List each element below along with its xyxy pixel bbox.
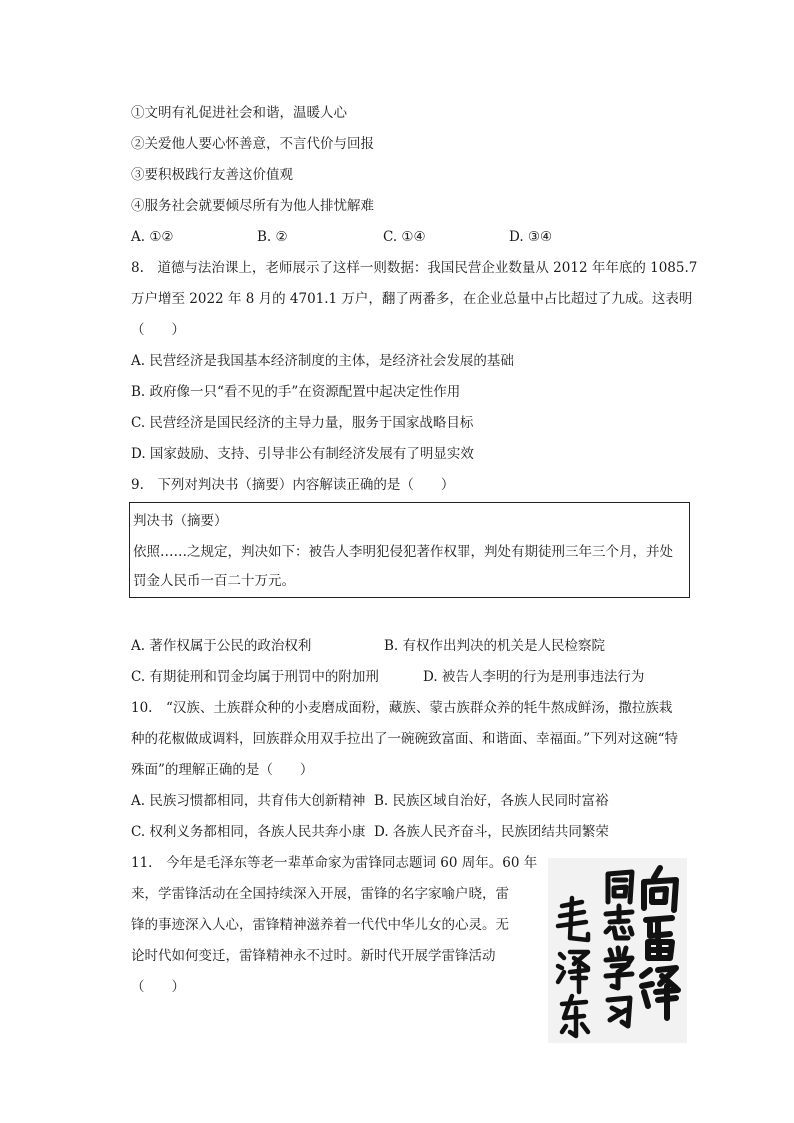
q11-stem-line-3: 锋的事迹深入人心，雷锋精神滋养着一代代中华儿女的心灵。无 — [131, 917, 509, 933]
q9-option-c: C. 有期徒刑和罚金均属于刑罚中的附加刑 — [131, 669, 379, 685]
q7-option-d: D. ③④ — [509, 229, 553, 245]
q7-option-b: B. ② — [257, 229, 288, 245]
q7-item-3: ③要积极践行友善这价值观 — [131, 167, 293, 183]
q8-stem-line-2: 万户增至 2022 年 8 月的 4701.1 万户，翻了两番多，在企业总量中占比超过了九成。这表明 — [131, 291, 693, 307]
q10-option-d: D. 各族人民齐奋斗，民族团结共同繁荣 — [374, 824, 609, 840]
calligraphy-strokes — [548, 858, 687, 1043]
q9-option-d: D. 被告人李明的行为是刑事违法行为 — [423, 669, 645, 685]
calligraphy-image — [548, 858, 687, 1043]
q9-option-b: B. 有权作出判决的机关是人民检察院 — [384, 638, 606, 654]
q9-stem: 9. 下列对判决书（摘要）内容解读正确的是（ ） — [131, 477, 455, 493]
q8-option-b: B. 政府像一只“看不见的手”在资源配置中起决定性作用 — [131, 384, 461, 400]
q8-option-c: C. 民营经济是国民经济的主导力量，服务于国家战略目标 — [131, 415, 474, 431]
q7-item-2: ②关爱他人要心怀善意，不言代价与回报 — [131, 136, 374, 152]
q11-answer-blank: （ ） — [131, 979, 185, 995]
q10-stem-line-1: 10. “汉族、土族群众种的小麦磨成面粉，藏族、蒙古族群众养的牦牛熬成鲜汤，撒拉族栽 — [131, 700, 673, 716]
q8-option-d: D. 国家鼓励、支持、引导非公有制经济发展有了明显实效 — [131, 446, 474, 462]
q7-item-1: ①文明有礼促进社会和谐，温暖人心 — [131, 105, 347, 121]
q11-stem-line-1: 11. 今年是毛泽东等老一辈革命家为雷锋同志题词 60 周年。60 年 — [131, 855, 538, 871]
q7-option-a: A. ①② — [131, 229, 174, 245]
q8-answer-blank: （ ） — [131, 322, 185, 338]
q7-item-4: ④服务社会就要倾尽所有为他人排忧解难 — [131, 198, 374, 214]
q10-option-c: C. 权利义务都相同，各族人民共奔小康 — [131, 824, 366, 840]
q8-option-a: A. 民营经济是我国基本经济制度的主体，是经济社会发展的基础 — [131, 353, 514, 369]
q10-stem-line-2: 种的花椒做成调料，回族群众用双手拉出了一碗碗致富面、和谐面、幸福面。”下列对这碗“特 — [131, 731, 679, 747]
q7-option-c: C. ①④ — [383, 229, 426, 245]
q8-stem-line-1: 8. 道德与法治课上，老师展示了这样一则数据：我国民营企业数量从 2012 年年底的 1085.7 — [131, 260, 698, 276]
q11-stem-line-2: 来，学雷锋活动在全国持续深入开展，雷锋的名字家喻户晓，雷 — [131, 886, 509, 902]
judgment-title: 判决书（摘要） — [133, 513, 228, 529]
judgment-line-1: 依照……之规定，判决如下：被告人李明犯侵犯著作权罪，判处有期徒刑三年三个月，并处 — [133, 544, 673, 560]
q10-stem-line-3: 殊面”的理解正确的是（ ） — [131, 762, 314, 778]
q10-option-b: B. 民族区域自治好，各族人民同时富裕 — [374, 793, 609, 809]
judgment-line-2: 罚金人民币一百二十万元。 — [133, 573, 295, 589]
q10-option-a: A. 民族习惯都相同，共育伟大创新精神 — [131, 793, 366, 809]
judgment-box — [129, 502, 690, 598]
q11-stem-line-4: 论时代如何变迁，雷锋精神永不过时。新时代开展学雷锋活动 — [131, 948, 496, 964]
q9-option-a: A. 著作权属于公民的政治权利 — [131, 638, 312, 654]
